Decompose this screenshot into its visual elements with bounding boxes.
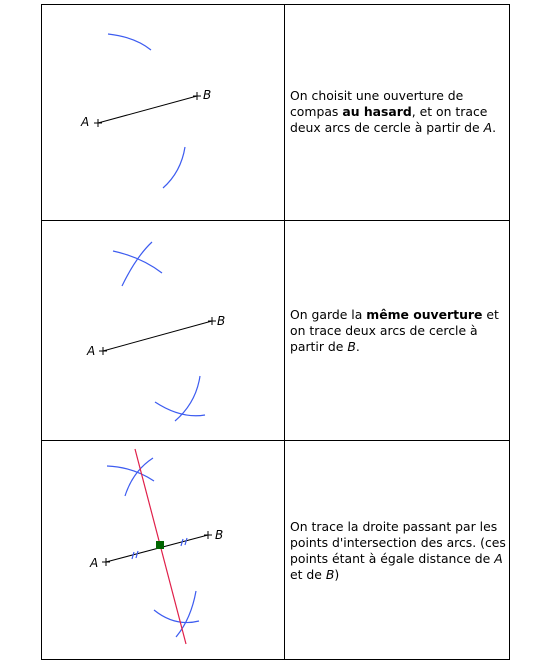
point-a-mark	[94, 119, 102, 127]
point-b-mark	[208, 317, 216, 325]
arc-from-b-lower	[155, 402, 205, 416]
text-span: On trace la droite passant par les points d'intersection des arcs. (ces points étant à égale distance de	[290, 518, 506, 566]
step-row-1	[41, 4, 510, 220]
step-1-figure	[41, 4, 285, 220]
label-a: A	[90, 556, 99, 570]
arc-from-a-upper	[108, 34, 151, 50]
point-a-mark	[99, 347, 107, 355]
point-b-mark	[204, 531, 212, 539]
construction-table	[41, 4, 510, 660]
arc-from-a-lower	[163, 147, 185, 188]
arc-lower-b	[176, 591, 196, 637]
text-span: et de	[290, 566, 326, 582]
arc-from-a-lower	[175, 376, 200, 421]
text-span: On choisit une ouverture de compas	[290, 88, 464, 119]
text-span: )	[334, 566, 340, 582]
point-name: B	[325, 566, 335, 582]
step-row-2	[41, 221, 510, 440]
text-span: .	[492, 120, 497, 135]
point-name: A	[483, 120, 493, 135]
right-angle-mark	[156, 541, 164, 549]
arc-from-a-upper	[113, 251, 162, 273]
step-1-drawing	[41, 4, 285, 220]
equal-length-mark-right	[181, 538, 187, 546]
point-name: B	[347, 338, 356, 354]
label-a: A	[87, 344, 96, 358]
point-name: A	[494, 550, 503, 566]
step-3-figure	[41, 441, 285, 660]
text-span: , et on trace deux arcs de cercle à partir de	[290, 104, 488, 135]
text-span: .	[355, 338, 360, 354]
step-3-description	[287, 441, 509, 660]
label-b: B	[217, 314, 226, 328]
text-span: On garde la	[290, 306, 367, 322]
label-a: A	[81, 115, 90, 129]
segment-ab	[98, 96, 197, 123]
point-a-mark	[102, 558, 110, 566]
step-2-drawing	[41, 221, 285, 440]
label-b: B	[203, 88, 212, 102]
bold-term: même ouverture	[366, 306, 483, 322]
step-3-drawing	[41, 441, 285, 660]
step-2-figure	[41, 221, 285, 440]
segment-ab	[103, 321, 212, 351]
text-span: et on trace deux arcs de cercle à partir de	[290, 306, 499, 354]
point-b-mark	[193, 92, 201, 100]
step-2-description	[287, 221, 509, 440]
step-row-3	[41, 441, 510, 660]
bold-term: au hasard	[342, 104, 412, 119]
equal-length-mark-left	[132, 551, 138, 559]
arc-upper-a	[107, 466, 154, 481]
step-1-description	[287, 4, 509, 220]
label-b: B	[215, 528, 224, 542]
arc-lower-a	[154, 610, 199, 623]
